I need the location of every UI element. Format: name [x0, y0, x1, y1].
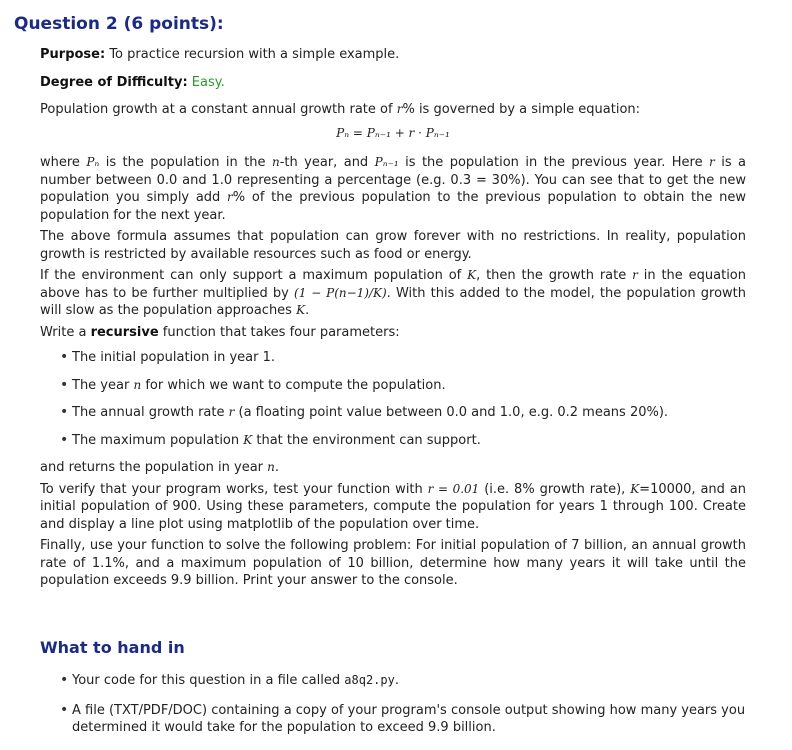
where-r2: r — [227, 190, 233, 204]
where-text-2: is the population in the — [99, 155, 272, 170]
returns-before: and returns the population in year — [40, 460, 268, 475]
list-item — [40, 432, 746, 450]
difficulty-value: Easy. — [191, 74, 225, 90]
param-text: The annual growth rate — [72, 405, 229, 420]
returns-after: . — [274, 460, 280, 475]
verify-k: K — [630, 481, 640, 496]
param-text: The maximum population — [72, 432, 244, 448]
verify-text-1: To verify that your program works, test your function with — [40, 481, 428, 497]
hand-in-section — [40, 672, 746, 749]
parameter-list — [40, 349, 746, 449]
param-text: The year — [72, 377, 134, 393]
env-k1: K — [467, 268, 477, 282]
param-text-after: that the environment can support. — [252, 432, 481, 448]
bullet-icon: • — [60, 376, 69, 393]
where-text-4: is the population in the previous year. Here — [398, 155, 710, 170]
env-text-4: . With this added to the model, the population growth will slow as the population approaches — [40, 285, 746, 318]
hand-in-text: A file (TXT/PDF/DOC) containing a copy of your program's console output showing how many years you determined it would take for the population to exceed 9.9 billion. — [72, 702, 746, 735]
intro-after: % is governed by a simple equation: — [402, 102, 641, 117]
env-text-3: in the equation above has to be further multiplied by — [40, 268, 746, 301]
bullet-icon: • — [60, 672, 69, 688]
param-text: The initial population in year 1. — [72, 350, 276, 365]
intro-r: r — [396, 102, 403, 116]
returns-line — [40, 459, 746, 477]
environment-paragraph — [40, 267, 746, 320]
list-item — [40, 404, 746, 422]
verify-paragraph — [40, 481, 746, 534]
question-body — [40, 46, 746, 590]
growth-equation: Pₙ = Pₙ₋₁ + r · Pₙ₋₁ — [336, 125, 450, 140]
env-factor: (1 − P(n−1)/K) — [294, 285, 387, 300]
list-item — [40, 702, 746, 737]
bullet-icon: • — [60, 431, 69, 448]
question-title: Question 2 (6 points): — [14, 14, 224, 34]
intro-paragraph — [40, 101, 746, 119]
hand-in-filename: a8q2.py — [344, 673, 395, 687]
difficulty-line — [40, 74, 746, 92]
intro-before: Population growth at a constant annual growth rate of — [40, 102, 397, 117]
where-pn1: Pₙ₋₁ — [374, 155, 399, 169]
purpose-line — [40, 46, 746, 64]
where-text-6: % of the previous population to the previous population to obtain the new population for the next year. — [40, 190, 746, 223]
env-r: r — [632, 268, 638, 282]
finally-paragraph: Finally, use your function to solve the following problem: For initial population of 7 billion, an annual growth rate of 1.1%, and a maximum population of 10 billion, determine how many years it will take until the population exceeds 9.9 billion. Print your answer to the console. — [40, 538, 746, 588]
hand-in-text-after: . — [394, 673, 399, 688]
purpose-label: Purpose: — [40, 47, 106, 62]
where-pn: Pₙ — [86, 155, 100, 169]
env-text-2: , then the growth rate — [476, 268, 633, 283]
where-text-1: where — [40, 155, 87, 170]
list-item — [40, 672, 746, 690]
verify-text-3: =10000, and an initial population of 900. Using these parameters, compute the population for years 1 through 100. Create and display a line plot using matplotlib of the population over time. — [40, 481, 746, 532]
bullet-icon: • — [60, 404, 69, 420]
difficulty-label: Degree of Difficulty: — [40, 74, 188, 90]
param-var: r — [228, 405, 235, 419]
verify-r-eq: r = 0.01 — [427, 481, 480, 496]
list-item — [40, 349, 746, 367]
env-text-1: If the environment can only support a maximum population of — [40, 268, 468, 283]
env-text-5: . — [305, 303, 310, 318]
above-paragraph: The above formula assumes that population can grow forever with no restrictions. In reality, population growth is restricted by available resources such as food or energy. — [40, 229, 746, 262]
where-r1: r — [709, 155, 715, 169]
write-before: Write a — [40, 324, 91, 340]
returns-n: n — [267, 460, 275, 474]
bullet-icon: • — [60, 349, 69, 365]
list-item — [40, 377, 746, 395]
where-n: n — [271, 155, 280, 169]
param-var: n — [133, 377, 142, 392]
param-text-after: for which we want to compute the population. — [141, 377, 446, 393]
param-text-after: (a floating point value between 0.0 and 1.0, e.g. 0.2 means 20%). — [234, 405, 669, 420]
env-k2: K — [296, 303, 306, 317]
where-paragraph — [40, 154, 746, 224]
write-after: function that takes four parameters: — [158, 324, 400, 340]
verify-text-2: (i.e. 8% growth rate), — [479, 481, 631, 497]
hand-in-text: Your code for this question in a file called — [72, 673, 345, 688]
where-text-5: is a number between 0.0 and 1.0 representing a percentage (e.g. 0.3 = 30%). You can see that to get the new population you simply add — [40, 155, 746, 205]
bullet-icon: • — [60, 701, 69, 718]
write-line — [40, 324, 746, 342]
purpose-text: To practice recursion with a simple example. — [109, 47, 400, 62]
where-text-3: -th year, and — [279, 155, 375, 170]
hand-in-title: What to hand in — [40, 638, 185, 657]
hand-in-list — [40, 672, 746, 737]
param-var: K — [243, 432, 253, 447]
write-bold: recursive — [90, 324, 159, 340]
